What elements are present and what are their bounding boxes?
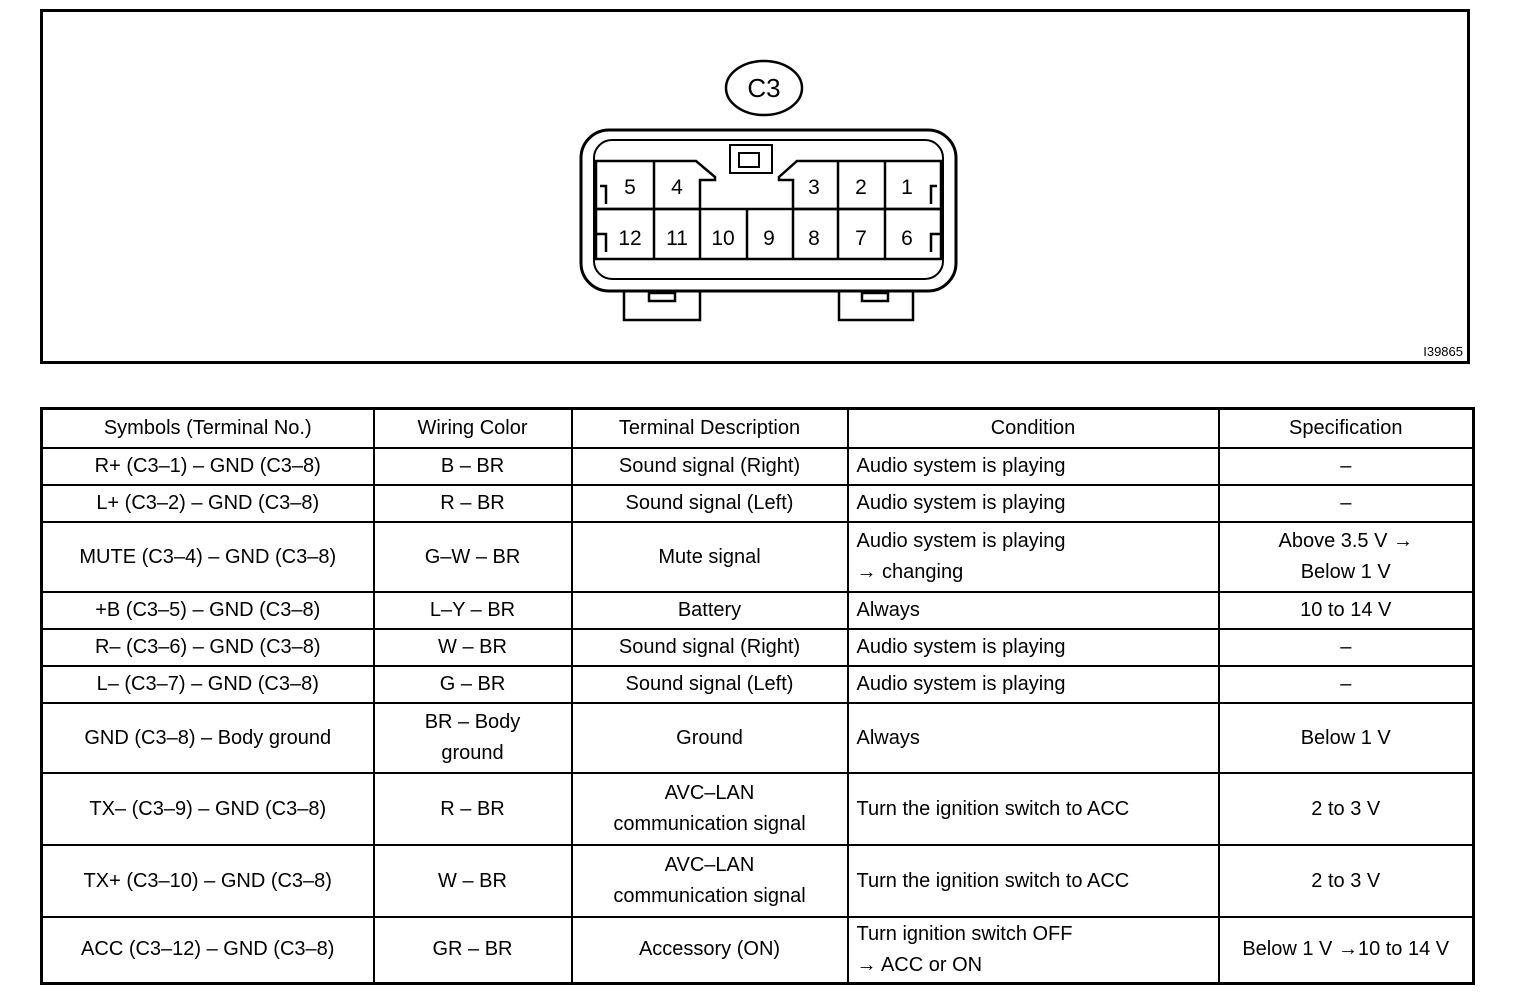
cell-condition: Always — [848, 703, 1219, 773]
connector-label: C3 — [747, 73, 781, 103]
cell-condition — [848, 522, 1219, 592]
condition-line-1: Turn ignition switch OFF — [856, 922, 1073, 945]
cell-color: G – BR — [374, 666, 572, 703]
cell-color: GR – BR — [374, 917, 572, 983]
description-line-2: communication signal — [613, 885, 806, 907]
cell-condition: Audio system is playing — [848, 485, 1219, 522]
header-wiring-color: Wiring Color — [374, 409, 572, 449]
cell-description: Battery — [572, 592, 848, 629]
table-row — [42, 845, 1474, 917]
cell-color: W – BR — [374, 845, 572, 917]
cell-condition: Audio system is playing — [848, 629, 1219, 666]
cell-spec: – — [1219, 666, 1474, 703]
terminal-spec-table — [40, 407, 1475, 985]
cell-condition — [848, 917, 1219, 983]
cell-description — [572, 773, 848, 845]
pin-12: 12 — [618, 227, 642, 250]
pin-11: 11 — [666, 227, 688, 250]
cell-symbol: R– (C3–6) – GND (C3–8) — [42, 629, 374, 666]
cell-color — [374, 703, 572, 773]
table-row — [42, 703, 1474, 773]
description-line-1: AVC–LAN — [664, 782, 755, 804]
cell-symbol: L+ (C3–2) – GND (C3–8) — [42, 485, 374, 522]
cell-symbol: ACC (C3–12) – GND (C3–8) — [42, 917, 374, 983]
header-terminal-description: Terminal Description — [572, 409, 848, 449]
latch-notch — [730, 145, 772, 173]
cell-symbol: MUTE (C3–4) – GND (C3–8) — [42, 522, 374, 592]
description-line-2: communication signal — [613, 813, 806, 835]
cell-spec: – — [1219, 629, 1474, 666]
table-header-row — [42, 409, 1474, 449]
connector-housing — [581, 130, 956, 291]
cell-symbol: TX+ (C3–10) – GND (C3–8) — [42, 845, 374, 917]
pin-5: 5 — [624, 176, 636, 199]
cell-spec: – — [1219, 448, 1474, 485]
color-line-1: BR – Body — [424, 711, 521, 733]
cell-condition: Audio system is playing — [848, 448, 1219, 485]
cell-symbol: GND (C3–8) – Body ground — [42, 703, 374, 773]
cell-color: W – BR — [374, 629, 572, 666]
pin-3: 3 — [808, 176, 820, 199]
cell-color: R – BR — [374, 485, 572, 522]
cell-spec: Below 1 V — [1219, 703, 1474, 773]
cell-spec: 10 to 14 V — [1219, 592, 1474, 629]
header-specification: Specification — [1219, 409, 1474, 449]
condition-line-2: → changing — [856, 561, 964, 583]
pin-9: 9 — [763, 227, 775, 250]
cell-description: Sound signal (Right) — [572, 629, 848, 666]
figure-id: I39865 — [1423, 344, 1463, 359]
cell-color: R – BR — [374, 773, 572, 845]
cell-description: Sound signal (Left) — [572, 666, 848, 703]
cell-spec: Below 1 V →10 to 14 V — [1219, 917, 1474, 983]
cell-description: Accessory (ON) — [572, 917, 848, 983]
table-row — [42, 522, 1474, 592]
table-row — [42, 485, 1474, 522]
connector-diagram — [43, 12, 1467, 361]
cell-description: Sound signal (Left) — [572, 485, 848, 522]
table-row — [42, 629, 1474, 666]
spec-line-1: Above 3.5 V → — [1278, 530, 1414, 552]
spec-line-2: Below 1 V — [1300, 561, 1391, 583]
table-row — [42, 773, 1474, 845]
pin-4: 4 — [671, 176, 683, 199]
cell-spec: – — [1219, 485, 1474, 522]
header-symbols: Symbols (Terminal No.) — [42, 409, 374, 449]
pin-8: 8 — [808, 227, 820, 250]
condition-line-2: → ACC or ON — [856, 953, 983, 976]
cell-description: Ground — [572, 703, 848, 773]
connector-figure — [40, 9, 1470, 364]
connector-locking-tabs — [624, 291, 913, 320]
pin-6: 6 — [901, 227, 913, 250]
cell-color: L–Y – BR — [374, 592, 572, 629]
table-row — [42, 666, 1474, 703]
cell-symbol: R+ (C3–1) – GND (C3–8) — [42, 448, 374, 485]
cell-spec: 2 to 3 V — [1219, 773, 1474, 845]
header-condition: Condition — [848, 409, 1219, 449]
cell-symbol: +B (C3–5) – GND (C3–8) — [42, 592, 374, 629]
cell-spec: 2 to 3 V — [1219, 845, 1474, 917]
pin-10: 10 — [711, 227, 735, 250]
pin-2: 2 — [855, 176, 867, 199]
cell-condition: Turn the ignition switch to ACC — [848, 845, 1219, 917]
pin-7: 7 — [855, 227, 867, 250]
table-row — [42, 592, 1474, 629]
table-row — [42, 448, 1474, 485]
cell-description — [572, 845, 848, 917]
cell-condition: Audio system is playing — [848, 666, 1219, 703]
table-row — [42, 917, 1474, 983]
color-line-2: ground — [441, 742, 504, 764]
condition-line-1: Audio system is playing — [856, 530, 1066, 552]
cell-color: B – BR — [374, 448, 572, 485]
cell-color: G–W – BR — [374, 522, 572, 592]
cell-description: Mute signal — [572, 522, 848, 592]
latch-window — [739, 153, 759, 167]
cell-spec — [1219, 522, 1474, 592]
cell-symbol: TX– (C3–9) – GND (C3–8) — [42, 773, 374, 845]
cell-symbol: L– (C3–7) – GND (C3–8) — [42, 666, 374, 703]
cell-description: Sound signal (Right) — [572, 448, 848, 485]
description-line-1: AVC–LAN — [664, 854, 755, 876]
pin-1: 1 — [901, 176, 913, 199]
cell-condition: Always — [848, 592, 1219, 629]
cell-condition: Turn the ignition switch to ACC — [848, 773, 1219, 845]
